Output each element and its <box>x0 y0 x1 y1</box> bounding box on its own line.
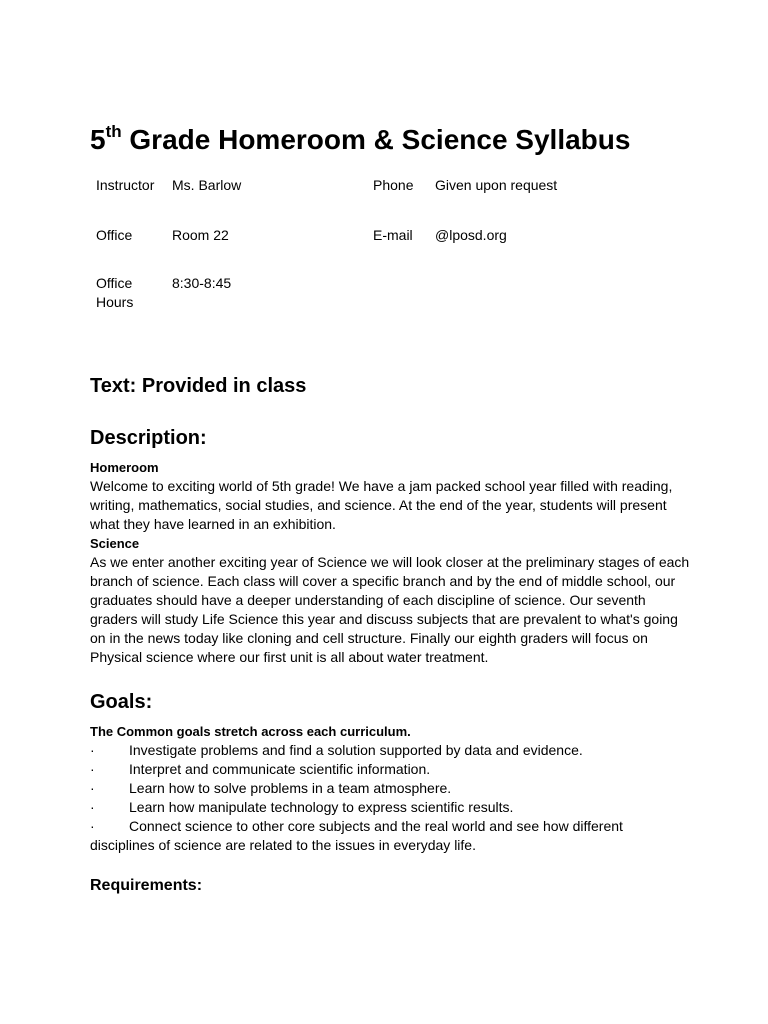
goals-intro: The Common goals stretch across each curriculum. <box>90 724 411 739</box>
goal-item <box>90 798 690 817</box>
phone-label: Phone <box>373 177 414 193</box>
office-hours-label-line1: Office <box>96 275 133 291</box>
office-hours-label-line2: Hours <box>96 294 134 310</box>
goal-item-text: Learn how manipulate technology to express scientific results. <box>129 799 514 815</box>
goals-heading: Goals: <box>90 691 153 713</box>
science-subheading: Science <box>90 536 140 551</box>
bullet-icon: · <box>90 818 95 834</box>
email-label: E-mail <box>373 227 413 243</box>
title-prefix: 5 <box>90 124 106 155</box>
page-title <box>90 123 630 157</box>
instructor-value: Ms. Barlow <box>172 177 242 193</box>
bullet-icon: · <box>90 799 95 815</box>
homeroom-subheading: Homeroom <box>90 460 159 475</box>
instructor-label: Instructor <box>96 177 155 193</box>
description-block <box>90 458 690 667</box>
goal-item <box>90 741 690 760</box>
goal-item <box>90 760 690 779</box>
office-hours-label <box>96 274 133 312</box>
goals-block <box>90 722 690 855</box>
office-hours-value: 8:30-8:45 <box>172 275 232 291</box>
phone-value: Given upon request <box>435 177 558 193</box>
goal-item <box>90 817 690 855</box>
goal-item-text: Connect science to other core subjects and the real world and see how different disciplines of science are related to the issues in everyday life. <box>90 818 623 853</box>
requirements-heading: Requirements: <box>90 877 203 894</box>
science-paragraph: As we enter another exciting year of Science we will look closer at the preliminary stages of each branch of science. Each class will cover a specific branch and by the end of middle school, our graduates should have a deeper understanding of each discipline of science. Our seventh graders will study Life Science this year and discuss subjects that are prevalent to what's going on in the news today like cloning and cell structure. Finally our eighth graders will focus on Physical science where our first unit is all about water treatment. <box>90 554 690 665</box>
bullet-icon: · <box>90 780 95 796</box>
goal-item-text: Learn how to solve problems in a team atmosphere. <box>129 780 452 796</box>
title-superscript: th <box>105 122 122 141</box>
description-heading: Description: <box>90 427 207 449</box>
office-value: Room 22 <box>172 227 229 243</box>
email-value: @lposd.org <box>435 227 507 243</box>
title-rest: Grade Homeroom & Science Syllabus <box>121 124 631 155</box>
goal-item-text: Investigate problems and find a solution supported by data and evidence. <box>129 742 583 758</box>
homeroom-paragraph: Welcome to exciting world of 5th grade! We have a jam packed school year filled with reading, writing, mathematics, social studies, and science. At the end of the year, students will present what they have learned in an exhibition. <box>90 478 673 532</box>
bullet-icon: · <box>90 761 95 777</box>
goal-item <box>90 779 690 798</box>
text-heading: Text: Provided in class <box>90 375 307 397</box>
goal-item-text: Interpret and communicate scientific information. <box>129 761 431 777</box>
bullet-icon: · <box>90 742 95 758</box>
office-label: Office <box>96 227 133 243</box>
